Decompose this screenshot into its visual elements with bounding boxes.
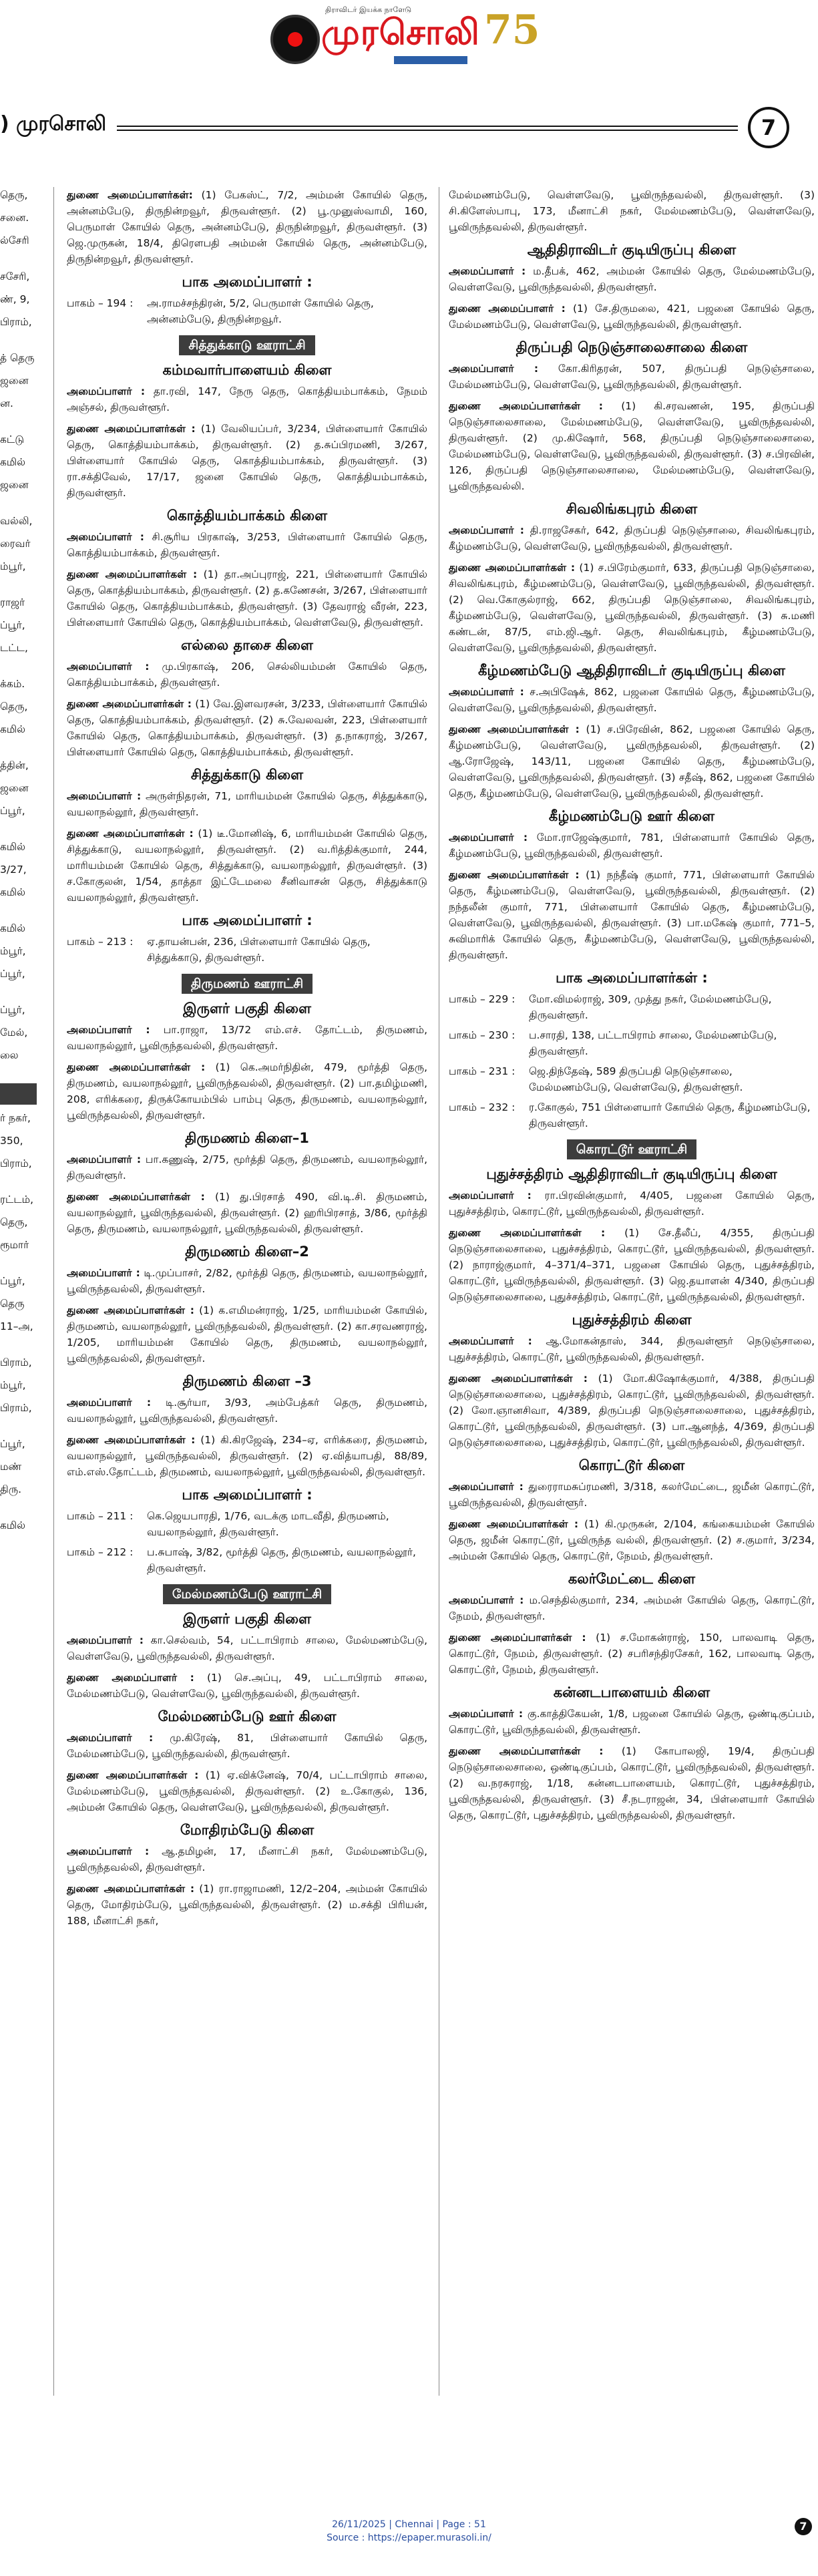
left-fragment-line: த் தெரு bbox=[0, 352, 35, 364]
member-entry bbox=[449, 1706, 815, 1738]
left-fragment-line: தெரு, bbox=[0, 189, 28, 201]
entry-text: தா.ரவி, 147, நேரு தெரு, கொத்தியம்பாக்கம், நேமம் அஞ்சல், திருவள்ளூர். bbox=[67, 385, 428, 413]
entry-role-label: துணை அமைப்பாளர்கள் : bbox=[67, 1883, 195, 1895]
footer-source-link[interactable]: Source : https://epaper.murasoli.in/ bbox=[327, 2533, 491, 2543]
left-fragment-line: மண் bbox=[0, 1461, 22, 1473]
entry-text: ஆ.மோகன்தாஸ், 344, திருவள்ளூர் நெடுஞ்சாலை, புதுச்சத்திரம், கொரட்டூர், பூவிருந்தவல்லி, திருவள்ளூர். bbox=[449, 1335, 815, 1363]
entry-role-label: அமைப்பாளர் : bbox=[449, 524, 525, 536]
member-entry bbox=[67, 1843, 427, 1875]
member-entry bbox=[449, 1187, 815, 1220]
member-entry bbox=[449, 1592, 815, 1624]
member-entry bbox=[67, 1670, 427, 1702]
left-fragment-line: ப்பூர், bbox=[0, 1004, 25, 1016]
left-fragment-line: ப்பூர், bbox=[0, 968, 25, 980]
left-fragment-line: கமில் bbox=[0, 922, 26, 934]
left-fragment-line: பிராம், bbox=[0, 316, 32, 328]
column-divider bbox=[53, 187, 54, 2396]
entry-text: (1) வேலியப்பர், 3/234, பிள்ளையார் கோயில் தெரு, கொத்தியம்பாக்கம், திருவள்ளூர். (2) த.சுப்பிரமணி, 3/267, பிள்ளையார் கோயில் தெரு, கொத்தியம்பாக்கம், திருவள்ளூர். (3) ரா.சக்திவேல், 17/17, ஜனை கோயில் தெரு, கொத்தியம்பாக்கம், திருவள்ளூர். bbox=[67, 423, 427, 499]
footer-dateline: 26/11/2025 | Chennai | Page : 51 bbox=[332, 2519, 486, 2530]
member-entry bbox=[67, 1302, 427, 1366]
entry-role-label: அமைப்பாளர் : bbox=[67, 1267, 140, 1279]
left-fragment-line: ப்பூர், bbox=[0, 1275, 25, 1287]
member-entry bbox=[449, 1333, 815, 1365]
branch-heading: எல்லை தாசை கிளை bbox=[181, 637, 313, 653]
member-entry bbox=[449, 721, 815, 801]
entry-role-label: அமைப்பாளர் : bbox=[449, 265, 526, 277]
entry-text: (1) மோ.கிஷோக்குமார், 4/388, திருப்பதி நெடுஞ்சாலைசாலை, புதுச்சத்திரம், கொரட்டூர், பூவிருந்தவல்லி, திருவள்ளூர். (2) லோ.ஞானசிவா, 4/389, திருப்பதி நெடுஞ்சாலைசாலை, புதுச்சத்திரம், கொரட்டூர், பூவிருந்தவல்லி, திருவள்ளூர். (3) பா.ஆனந்த், 4/369, திருப்பதி நெடுஞ்சாலைசாலை, புதுச்சத்திரம், கொரட்டூர், பூவிருந்தவல்லி, திருவள்ளூர். bbox=[449, 1372, 815, 1449]
entry-text: ம.செந்தில்குமார், 234, அம்மன் கோயில் தெரு, கொரட்டூர், நேமம், திருவள்ளூர். bbox=[449, 1594, 815, 1622]
branch-heading: திருமணம் கிளை –3 bbox=[182, 1373, 312, 1389]
entry-role-label: அமைப்பாளர் : bbox=[67, 1153, 142, 1165]
branch-heading: கீழ்மணம்பேடு ஊர் கிளை bbox=[548, 808, 715, 824]
branch-heading: ஆதிதிராவிடர் குடியிருப்பு கிளை bbox=[527, 242, 737, 258]
entry-text: (1) ரா.ராஜாமணி, 12/2–204, அம்மன் கோயில் தெரு, மோதிரம்பேடு, பூவிருந்தவல்லி, திருவள்ளூர். (2) ம.சக்தி பிரியன், 188, மீனாட்சி நகர், bbox=[67, 1883, 427, 1927]
entry-role-label: அமைப்பாளர் : bbox=[67, 1024, 150, 1036]
member-entry bbox=[67, 566, 427, 630]
entry-role-label: துணை அமைப்பாளர்கள் : bbox=[67, 568, 198, 580]
newspaper-logo[interactable] bbox=[264, 5, 544, 67]
entry-role-label: துணை அமைப்பாளர்கள் : bbox=[67, 1769, 199, 1781]
member-entry bbox=[449, 1479, 815, 1511]
entry-text: (1) பேகஸ்ட், 7/2, அம்மன் கோயில் தெரு, அன்னம்பேடு, திருநின்றவூர், திருவள்ளூர். (2) பூ.முனுஸ்வாமி, 160, பெருமாள் கோயில் தெரு, அன்னம்பேடு, திருநின்றவூர், திருவள்ளூர். (3) ஜெ.முருகன், 18/4, திரௌபதி அம்மன் கோயில் தெரு, அன்னம்பேடு, திருநின்றவூர், திருவள்ளூர். bbox=[67, 189, 427, 265]
member-entry bbox=[449, 684, 815, 716]
left-fragment-line: ர் நகர், bbox=[0, 1112, 31, 1124]
left-fragment-line: தெரு, bbox=[0, 701, 28, 713]
entry-role-label: அமைப்பாளர் : bbox=[449, 363, 539, 375]
corner-page-number: 7 bbox=[795, 2518, 812, 2535]
panchayat-band bbox=[67, 974, 427, 994]
branch-heading: பாக அமைப்பாளர் : bbox=[182, 912, 313, 928]
left-fragment-line: சசேரி, bbox=[0, 270, 30, 283]
left-fragment-line: கட்டு bbox=[0, 433, 25, 445]
branch-heading: சித்துக்காடு கிளை bbox=[190, 767, 304, 783]
panchayat-band bbox=[449, 1139, 815, 1159]
left-fragment-line: ஜனை bbox=[0, 479, 29, 491]
entry-role-label: துணை அமைப்பாளர்கள் : bbox=[449, 1227, 606, 1239]
entry-role-label: அமைப்பாளர் : bbox=[449, 832, 528, 844]
booth-agent: ப.சுபாஷ், 3/82, மூர்த்தி தெரு, திருமணம், வயலாநல்லூர், திருவள்ளூர். bbox=[147, 1546, 416, 1574]
panchayat-title: திருமணம் ஊராட்சி bbox=[182, 974, 313, 994]
branch-heading: கொரட்டூர் கிளை bbox=[578, 1457, 685, 1473]
wheel-emblem-icon bbox=[270, 15, 320, 64]
booth-agent: ஜெ.திந்தேஷ், 589 திருப்பதி நெடுஞ்சாலை, மேல்மணம்பேடு, வெள்ளவேடு, திருவள்ளூர். bbox=[529, 1065, 743, 1093]
entry-text: (1) கோபாலஜி, 19/4, திருப்பதி நெடுஞ்சாலைசாலை, ஒண்டிகுப்பம், கொரட்டூர், பூவிருந்தவல்லி, திருவள்ளூர். (2) வ.நரசுராஜ், 1/18, கன்னடபாளையம், கொரட்டூர், புதுச்சத்திரம், பூவிருந்தவல்லி, திருவள்ளூர். (3) சீ.நடராஜன், 34, பிள்ளையார் கோயில் தெரு, கொரட்டூர், புதுச்சத்திரம், பூவிருந்தவல்லி, திருவள்ளூர். bbox=[449, 1745, 815, 1821]
panchayat-title: மேல்மணம்பேடு ஊராட்சி bbox=[163, 1584, 331, 1604]
entry-role-label: துணை அமைப்பாளர்கள் : bbox=[67, 1304, 194, 1316]
left-fragment-line: த்தின், bbox=[0, 759, 29, 771]
entry-role-label: அமைப்பாளர் : bbox=[449, 1189, 532, 1202]
entry-text: (1) ஏ.விக்னேஷ், 70/4, பட்டாபிராம் சாலை, மேல்மணம்பேடு, பூவிருந்தவல்லி, திருவள்ளூர். (2) உ.கோகுல், 136, அம்மன் கோயில் தெரு, வெள்ளவேடு, பூவிருந்தவல்லி, திருவள்ளூர். bbox=[67, 1769, 427, 1813]
entry-role-label: அமைப்பாளர் : bbox=[67, 1397, 152, 1409]
entry-role-label: துணை அமைப்பாளர்கள் : bbox=[449, 1745, 604, 1757]
branch-heading: இருளர் பகுதி கிளை bbox=[183, 1611, 311, 1627]
member-entry bbox=[449, 187, 815, 235]
left-fragment-line: 350, bbox=[0, 1135, 23, 1147]
member-entry bbox=[449, 361, 815, 393]
entry-role-label: துணை அமைப்பாளர்கள் : bbox=[449, 400, 603, 412]
entry-text: (1) கி.கிரஜேஷ், 234–ஏ, எரிக்கரை, திருமணம், வயலாநல்லூர், பூவிருந்தவல்லி, திருவள்ளூர். (2) ஏ.வித்யாபதி, 88/89, எம்.எஸ்.தோட்டம், திருமணம், வயலாநல்லூர், பூவிருந்தவல்லி, திருவள்ளூர். bbox=[67, 1434, 428, 1478]
entry-text: ஆ.தமிழன், 17, மீனாட்சி நகர், மேல்மணம்பேடு, பூவிருந்தவல்லி, திருவள்ளூர். bbox=[67, 1845, 428, 1873]
left-fragment-line: ரூமார் bbox=[0, 1239, 29, 1251]
entry-role-label: துணை அமைப்பாளர்கள் : bbox=[449, 869, 580, 881]
left-fragment-line: ம்பூர், bbox=[0, 945, 26, 957]
entry-text: பா.கணுஷ், 2/75, மூர்த்தி தெரு, திருமணம், வயலாநல்லூர், திருவள்ளூர். bbox=[67, 1153, 427, 1181]
entry-role-label: துணை அமைப்பாளர் : bbox=[67, 1672, 194, 1684]
member-entry bbox=[449, 1225, 815, 1305]
member-entry bbox=[449, 522, 815, 554]
branch-heading: பாக அமைப்பாளர் : bbox=[182, 1487, 313, 1503]
masthead bbox=[0, 0, 818, 73]
logo-ribbon bbox=[394, 56, 467, 64]
member-entry bbox=[449, 1743, 815, 1823]
entry-role-label: அமைப்பாளர் : bbox=[67, 1732, 154, 1744]
entry-text: மு.பிரகாஷ், 206, செல்லியம்மன் கோயில் தெரு, கொத்தியம்பாக்கம், திருவள்ளூர். bbox=[67, 661, 427, 689]
booth-number: பாகம் – 230 : bbox=[449, 1029, 516, 1041]
entry-text: (1) கெ.அமர்நிதின், 479, மூர்த்தி தெரு, திருமணம், வயலாநல்லூர், பூவிருந்தவல்லி, திருவள்ளூர். (2) பா.தமிழ்மணி, 208, எரிக்கரை, திருக்கோயம்பில் பாம்பு தெரு, திருமணம், வயலாநல்லூர், பூவிருந்தவல்லி, திருவள்ளூர். bbox=[67, 1061, 427, 1121]
panchayat-title: சித்துக்காடு ஊராட்சி bbox=[179, 335, 315, 355]
left-fragment-line: ண், 9, bbox=[0, 293, 30, 305]
entry-role-label: துணை அமைப்பாளர்கள்: bbox=[67, 189, 193, 201]
booth-number: பாகம் – 232 : bbox=[449, 1101, 516, 1113]
entry-role-label: அமைப்பாளர் : bbox=[67, 1634, 144, 1646]
member-entry bbox=[449, 1370, 815, 1451]
entry-role-label: துணை அமைப்பாளர்கள் : bbox=[449, 1372, 588, 1385]
booth-agent: கெ.ஜெயபாரதி, 1/76, வடக்கு மாடவீதி, திருமணம், வயலாநல்லூர், திருவள்ளூர். bbox=[147, 1510, 389, 1538]
entry-text: கோ.கிரிதரன், 507, திருப்பதி நெடுஞ்சாலை, மேல்மணம்பேடு, வெள்ளவேடு, பூவிருந்தவல்லி, திருவள்ளூர். bbox=[449, 363, 815, 391]
entry-text: தி.ராஜசேகர், 642, திருப்பதி நெடுஞ்சாலை, சிவலிங்கபுரம், கீழ்மணம்பேடு, வெள்ளவேடு, பூவிருந்தவல்லி, திருவள்ளூர். bbox=[449, 524, 815, 552]
middle-column bbox=[67, 187, 427, 1934]
left-fragment-line: ராஜர் bbox=[0, 596, 25, 608]
left-fragment-line: டட்ட, bbox=[0, 642, 28, 654]
page-number-badge: 7 bbox=[748, 107, 789, 148]
left-fragment-line: கமில் bbox=[0, 1519, 26, 1531]
member-entry bbox=[67, 1395, 427, 1427]
entry-text: மோ.ராஜேஷ்குமார், 781, பிள்ளையார் கோயில் தெரு, கீழ்மணம்பேடு, பூவிருந்தவல்லி, திருவள்ளூர். bbox=[449, 832, 815, 860]
panchayat-band bbox=[67, 1584, 427, 1604]
branch-heading: திருமணம் கிளை–1 bbox=[185, 1130, 309, 1146]
booth-agent: ப.சாரதி, 138, பட்டாபிராம் சாலை, மேல்மணம்பேடு, திருவள்ளூர். bbox=[529, 1029, 777, 1057]
entry-role-label: அமைப்பாளர் : bbox=[449, 1708, 524, 1720]
member-entry bbox=[67, 187, 427, 267]
member-entry bbox=[449, 830, 815, 862]
entry-text: மேல்மணம்பேடு, வெள்ளவேடு, பூவிருந்தவல்லி, திருவள்ளூர். (3) சி.கிளேஸ்பாபு, 173, மீனாட்சி நகர், மேல்மணம்பேடு, வெள்ளவேடு, பூவிருந்தவல்லி, திருவள்ளூர். bbox=[449, 189, 815, 233]
branch-heading: திருப்பதி நெடுஞ்சாலைசாலை கிளை bbox=[516, 339, 748, 355]
member-entry bbox=[67, 1632, 427, 1664]
branch-heading: கம்மவார்பாளையம் கிளை bbox=[162, 362, 332, 378]
branch-heading: பாக அமைப்பாளர் : bbox=[182, 274, 313, 290]
member-entry bbox=[67, 1730, 427, 1762]
logo-tagline: திராவிடர் இயக்க நாளேடு bbox=[325, 5, 412, 14]
booth-agent: ஏ.தாயன்பன், 236, பிள்ளையார் கோயில் தெரு, சித்துக்காடு, திருவள்ளூர். bbox=[147, 936, 371, 964]
logo-text: முரசொலி bbox=[321, 12, 480, 53]
booth-entry bbox=[449, 1027, 815, 1059]
left-fragment-line: ம்பூர், bbox=[0, 560, 26, 572]
branch-heading: கொத்தியம்பாக்கம் கிளை bbox=[166, 508, 328, 524]
branch-heading: இருளர் பகுதி கிளை bbox=[183, 1000, 311, 1017]
member-entry bbox=[67, 659, 427, 691]
entry-text: (1) நந்தீஷ் குமார், 771, பிள்ளையார் கோயில் தெரு, கீழ்மணம்பேடு, வெள்ளவேடு, பூவிருந்தவல்லி, திருவள்ளூர். (2) நந்தலீன் குமார், 771, பிள்ளையார் கோயில் தெரு, கீழ்மணம்பேடு, வெள்ளவேடு, பூவிருந்தவல்லி, திருவள்ளூர். (3) பா.மகேஷ் குமார், 771–5, சுவிமாரிக் கோயில் தெரு, கீழ்மணம்பேடு, வெள்ளவேடு, பூவிருந்தவல்லி, திருவள்ளூர். bbox=[449, 869, 815, 961]
member-entry bbox=[449, 560, 815, 656]
right-column bbox=[449, 187, 815, 1829]
page-footer bbox=[0, 2518, 818, 2545]
left-fragment-line: கமில் bbox=[0, 456, 26, 468]
entry-role-label: அமைப்பாளர் : bbox=[67, 661, 150, 673]
entry-role-label: துணை அமைப்பாளர்கள் : bbox=[449, 562, 576, 574]
left-column-fragment bbox=[0, 187, 37, 1540]
entry-text: (1) வே.இளவரசன், 3/233, பிள்ளையார் கோயில் தெரு, கொத்தியம்பாக்கம், திருவள்ளூர். (2) சு.வேலவன், 223, பிள்ளையார் கோயில் தெரு, கொத்தியம்பாக்கம், திருவள்ளூர். (3) த.நாகராஜ், 3/267, பிள்ளையார் கோயில் தெரு, கொத்தியம்பாக்கம், திருவள்ளூர். bbox=[67, 698, 428, 758]
booth-agent: அ.ராமச்சந்திரன், 5/2, பெருமாள் கோயில் தெரு, அன்னம்பேடு, திருநின்றவூர். bbox=[147, 297, 374, 325]
left-fragment-line: ம்பூர், bbox=[0, 1379, 26, 1391]
branch-heading: கன்னடபாளையம் கிளை bbox=[553, 1684, 710, 1700]
member-entry bbox=[67, 1189, 427, 1237]
booth-number: பாகம் – 212 : bbox=[67, 1546, 134, 1558]
entry-text: (1) செ.அப்பு, 49, பட்டாபிராம் சாலை, மேல்மணம்பேடு, வெள்ளவேடு, பூவிருந்தவல்லி, திருவள்ளூர். bbox=[67, 1672, 427, 1700]
booth-entry bbox=[449, 1099, 815, 1131]
entry-role-label: அமைப்பாளர் : bbox=[449, 1594, 524, 1606]
branch-heading: கீழ்மணம்பேடு ஆதிதிராவிடர் குடியிருப்பு கிளை bbox=[478, 663, 785, 679]
booth-entry bbox=[67, 1508, 427, 1540]
left-fragment-line: 3/27, bbox=[0, 864, 27, 876]
member-entry bbox=[67, 529, 427, 561]
header-rule bbox=[117, 126, 738, 131]
entry-role-label: அமைப்பாளர் : bbox=[449, 1481, 524, 1493]
booth-number: பாகம் – 231 : bbox=[449, 1065, 516, 1077]
member-entry bbox=[449, 398, 815, 494]
left-fragment-line: தெரு, bbox=[0, 1216, 28, 1228]
left-band-fragment bbox=[0, 1083, 37, 1105]
entry-text: பா.ராஜா, 13/72 எம்.எச். தோட்டம், திருமணம், வயலாநல்லூர், பூவிருந்தவல்லி, திருவள்ளூர். bbox=[67, 1024, 428, 1052]
left-fragment-line: கமில் bbox=[0, 723, 26, 735]
entry-role-label: துணை அமைப்பாளர்கள் : bbox=[449, 723, 580, 735]
entry-text: (1) து.பிரசாத் 490, வி.டி.சி. திருமணம், வயலாநல்லூர், பூவிருந்தவல்லி, திருவள்ளூர். (2) ஹரிபிரசாத், 3/86, மூர்த்தி தெரு, திருமணம், வயலாநல்லூர், பூவிருந்தவல்லி, திருவள்ளூர். bbox=[67, 1191, 427, 1235]
entry-text: (1) தா.அப்புராஜ், 221, பிள்ளையார் கோயில் தெரு, கொத்தியம்பாக்கம், திருவள்ளூர். (2) த.கணேசன், 3/267, பிள்ளையார் கோயில் தெரு, கொத்தியம்பாக்கம், திருவள்ளூர். (3) தேவராஜ் வீரன், 223, பிள்ளையார் கோயில் தெரு, கொத்தியம்பாக்கம், வெள்ளவேடு, திருவள்ளூர். bbox=[67, 568, 427, 628]
left-fragment-line: பிராம், bbox=[0, 1356, 32, 1368]
branch-heading: மேல்மணம்பேடு ஊர் கிளை bbox=[158, 1708, 337, 1724]
member-entry bbox=[67, 1881, 427, 1929]
entry-role-label: துணை அமைப்பாளர்கள் : bbox=[449, 1518, 579, 1530]
left-fragment-line: ன. bbox=[0, 397, 13, 409]
left-fragment-line: பிராம், bbox=[0, 1157, 32, 1169]
entry-text: டி.முப்பாசர், 2/82, மூர்த்தி தெரு, திருமணம், வயலாநல்லூர், பூவிருந்தவல்லி, திருவள்ளூர். bbox=[67, 1267, 427, 1295]
booth-number: பாகம் – 211 : bbox=[67, 1510, 134, 1522]
member-entry bbox=[449, 1516, 815, 1564]
branch-heading: புதுச்சத்திரம் கிளை bbox=[572, 1312, 692, 1328]
entry-text: (1) டீ.மோனிஷ், 6, மாரியம்மன் கோயில் தெரு, சித்துக்காடு, வயலாநல்லூர், திருவள்ளூர். (2) வ.ரித்திக்குமார், 244, மாரியம்மன் கோயில் தெரு, சித்துக்காடு, வயலாநல்லூர், திருவள்ளூர். (3) ச.கோகுலன், 1/54, தாத்தா இட்டேமலை சீனிவாசன் தெரு, சித்துக்காடு வயலாநல்லூர், திருவள்ளூர். bbox=[67, 827, 428, 904]
booth-entry bbox=[67, 295, 427, 327]
left-fragment-line: ப்பூர், bbox=[0, 805, 25, 817]
left-fragment-line: ரட்டம், bbox=[0, 1193, 34, 1206]
left-fragment-line: ல்சேரி bbox=[0, 234, 29, 246]
entry-role-label: அமைப்பாளர் : bbox=[449, 686, 524, 698]
branch-heading: பாக அமைப்பாளர்கள் : bbox=[556, 970, 708, 986]
member-entry bbox=[67, 1767, 427, 1815]
booth-entry bbox=[449, 991, 815, 1023]
entry-text: கா.செல்வம், 54, பட்டாபிராம் சாலை, மேல்மணம்பேடு, வெள்ளவேடு, பூவிருந்தவல்லி, திருவள்ளூர். bbox=[67, 1634, 427, 1662]
entry-text: மு.கிரேஷ், 81, பிள்ளையார் கோயில் தெரு, மேல்மணம்பேடு, பூவிருந்தவல்லி, திருவள்ளூர். bbox=[67, 1732, 428, 1760]
entry-role-label: துணை அமைப்பாளர்கள் : bbox=[67, 1061, 206, 1073]
left-fragment-line: ப்பூர், bbox=[0, 1438, 25, 1450]
booth-agent: மோ.விமல்ராஜ், 309, முத்து நகர், மேல்மணம்பேடு, திருவள்ளூர். bbox=[529, 993, 772, 1021]
member-entry bbox=[67, 1151, 427, 1183]
entry-role-label: துணை அமைப்பாளர்கள் : bbox=[67, 1434, 196, 1446]
booth-number: பாகம் – 194 : bbox=[67, 297, 134, 309]
member-entry bbox=[67, 1022, 427, 1054]
booth-entry bbox=[449, 1063, 815, 1095]
entry-role-label: துணை அமைப்பாளர்கள் : bbox=[67, 423, 196, 435]
left-fragment-line: திரு. bbox=[0, 1483, 21, 1495]
member-entry bbox=[67, 1432, 427, 1480]
left-fragment-line: ரைவர் bbox=[0, 538, 31, 550]
left-fragment-line: பிராம், bbox=[0, 1402, 32, 1414]
entry-text: (1) ச.மோகன்ராஜ், 150, பாலவாடி தெரு, கொரட்டூர், நேமம், திருவள்ளூர். (2) சபரிசந்திரசேகர், 162, பாலவாடி தெரு, கொரட்டூர், நேமம், திருவள்ளூர். bbox=[449, 1632, 815, 1676]
entry-text: (1) கி.முருகன், 2/104, கங்கையம்மன் கோயில் தெரு, ஜமீன் கொரட்டூர், பூவிருந்த வல்லி, திருவள்ளூர். (2) ச.குமார், 3/234, அம்மன் கோயில் தெரு, கொரட்டூர், நேமம், திருவள்ளூர். bbox=[449, 1518, 815, 1562]
entry-text: டி.சூர்யா, 3/93, அம்பேத்கர் தெரு, திருமணம், வயலாநல்லூர், பூவிருந்தவல்லி, திருவள்ளூர். bbox=[67, 1397, 427, 1425]
member-entry bbox=[449, 1630, 815, 1678]
entry-text: துரைராமசுப்ரமணி, 3/318, கலர்மேட்டை, ஜமீன் கொரட்டூர், பூவிருந்தவல்லி, திருவள்ளூர். bbox=[449, 1481, 815, 1509]
page-header-bar bbox=[0, 107, 818, 147]
member-entry bbox=[67, 825, 427, 906]
entry-text: (1) கி.சரவணன், 195, திருப்பதி நெடுஞ்சாலைசாலை, மேல்மணம்பேடு, வெள்ளவேடு, பூவிருந்தவல்லி, திருவள்ளூர். (2) மு.கிஷோர், 568, திருப்பதி நெடுஞ்சாலைசாலை, மேல்மணம்பேடு, வெள்ளவேடு, பூவிருந்தவல்லி, திருவள்ளூர். (3) ச.பிரவின், 126, திருப்பதி நெடுஞ்சாலைசாலை, மேல்மணம்பேடு, வெள்ளவேடு, பூவிருந்தவல்லி. bbox=[449, 400, 815, 492]
left-fragment-line: ஜனை bbox=[0, 782, 29, 794]
entry-text: கு.காத்திகேயன், 1/8, பஜனை கோயில் தெரு, ஒண்டிகுப்பம், கொரட்டூர், பூவிருந்தவல்லி, திருவள்ளூர். bbox=[449, 1708, 815, 1736]
member-entry bbox=[67, 1265, 427, 1297]
anniversary-badge: 75 bbox=[484, 7, 540, 53]
left-fragment-line: சனை. bbox=[0, 212, 29, 224]
branch-heading: மோதிரம்பேடு கிளை bbox=[180, 1822, 315, 1838]
branch-heading: கலர்மேட்டை கிளை bbox=[568, 1571, 696, 1587]
entry-text: சி.சூரிய பிரகாஷ், 3/253, பிள்ளையார் கோயில் தெரு, கொத்தியம்பாக்கம், திருவள்ளூர். bbox=[67, 531, 427, 559]
entry-text: (1) ச.பிரேம்குமார், 633, திருப்பதி நெடுஞ்சாலை, சிவலிங்கபுரம், கீழ்மணம்பேடு, வெள்ளவேடு, பூவிருந்தவல்லி, திருவள்ளூர். (2) வெ.கோகுல்ராஜ், 662, திருப்பதி நெடுஞ்சாலை, சிவலிங்கபுரம், கீழ்மணம்பேடு, வெள்ளவேடு, பூவிருந்தவல்லி, திருவள்ளூர். (3) சு.மணி கண்டன், 87/5, எம்.ஜி.ஆர். தெரு, சிவலிங்கபுரம், கீழ்மணம்பேடு, வெள்ளவேடு, பூவிருந்தவல்லி, திருவள்ளூர். bbox=[449, 562, 815, 654]
left-fragment-line: தெரு bbox=[0, 1298, 25, 1310]
left-fragment-line: மேல், bbox=[0, 1027, 28, 1039]
booth-entry bbox=[67, 1544, 427, 1576]
page-title: ) முரசொலி bbox=[0, 112, 107, 136]
entry-text: ச.அபிஷேக், 862, பஜனை கோயில் தெரு, கீழ்மணம்பேடு, வெள்ளவேடு, பூவிருந்தவல்லி, திருவள்ளூர். bbox=[449, 686, 815, 714]
entry-role-label: அமைப்பாளர் : bbox=[67, 790, 142, 802]
entry-role-label: அமைப்பாளர் : bbox=[449, 1335, 532, 1347]
left-fragment-line: கமில் bbox=[0, 886, 26, 898]
left-fragment-line: ப்பூர், bbox=[0, 619, 25, 631]
entry-text: (1) சே.தீலீப், 4/355, திருப்பதி நெடுஞ்சாலைசாலை, புதுச்சத்திரம், கொரட்டூர், பூவிருந்தவல்லி, திருவள்ளூர். (2) நாராஜ்குமார், 4–371/4–371, பஜனை கோயில் தெரு, புதுச்சத்திரம், கொரட்டூர், பூவிருந்தவல்லி, திருவள்ளூர். (3) ஜெ.தயாளன் 4/340, திருப்பதி நெடுஞ்சாலைசாலை, புதுச்சத்திரம், கொரட்டூர், பூவிருந்தவல்லி, திருவள்ளூர். bbox=[449, 1227, 815, 1303]
entry-role-label: அமைப்பாளர் : bbox=[67, 385, 146, 397]
member-entry bbox=[449, 263, 815, 295]
entry-role-label: துணை அமைப்பாளர்கள் : bbox=[449, 1632, 586, 1644]
branch-heading: திருமணம் கிளை–2 bbox=[185, 1244, 309, 1260]
panchayat-title: கொரட்டூர் ஊராட்சி bbox=[567, 1139, 696, 1159]
entry-role-label: அமைப்பாளர் : bbox=[67, 1845, 150, 1857]
left-fragment-line: 11–அ, bbox=[0, 1320, 33, 1332]
left-fragment-line: கமில் bbox=[0, 841, 26, 853]
booth-number: பாகம் – 213 : bbox=[67, 936, 134, 948]
panchayat-band bbox=[67, 335, 427, 355]
entry-text: (1) ச.பிரேவின், 862, பஜனை கோயில் தெரு, கீழ்மணம்பேடு, வெள்ளவேடு, பூவிருந்தவல்லி, திருவள்ளூர். (2) ஆ.ரோஜேஷ், 143/11, பஜனை கோயில் தெரு, கீழ்மணம்பேடு, வெள்ளவேடு, பூவிருந்தவல்லி, திருவள்ளூர். (3) சதீஷ், 862, பஜனை கோயில் தெரு, கீழ்மணம்பேடு, வெள்ளவேடு, பூவிருந்தவல்லி, திருவள்ளூர். bbox=[449, 723, 815, 799]
left-fragment-line: லை bbox=[0, 1049, 19, 1061]
entry-text: ரா.பிரவின்குமார், 4/405, பஜனை கோயில் தெரு, புதுச்சத்திரம், கொரட்டூர், பூவிருந்தவல்லி, திருவள்ளூர். bbox=[449, 1189, 815, 1218]
left-fragment-line: க்கம். bbox=[0, 678, 25, 690]
entry-role-label: துணை அமைப்பாளர்கள் : bbox=[67, 827, 194, 840]
booth-entry bbox=[67, 934, 427, 966]
member-entry bbox=[67, 421, 427, 501]
left-fragment-line: வல்லி, bbox=[0, 515, 33, 527]
entry-role-label: துணை அமைப்பாளர்கள் : bbox=[67, 1191, 205, 1203]
entry-text: அருள்நிதரன், 71, மாரியம்மன் கோயில் தெரு, சித்துக்காடு, வயலாநல்லூர், திருவள்ளூர். bbox=[67, 790, 427, 818]
entry-role-label: துணை அமைப்பாளர்கள் : bbox=[67, 698, 192, 710]
branch-heading: சிவலிங்கபுரம் கிளை bbox=[566, 501, 698, 517]
branch-heading: புதுச்சத்திரம் ஆதிதிராவிடர் குடியிருப்பு கிளை bbox=[486, 1166, 777, 1182]
member-entry bbox=[67, 383, 427, 415]
entry-text: (1) சே.திருமலை, 421, பஜனை கோயில் தெரு, மேல்மணம்பேடு, வெள்ளவேடு, பூவிருந்தவல்லி, திருவள்ளூர். bbox=[449, 303, 815, 331]
booth-agent: ர.கோகுல், 751 பிள்ளையார் கோயில் தெரு, கீழ்மணம்பேடு, திருவள்ளூர். bbox=[529, 1101, 811, 1129]
member-entry bbox=[67, 696, 427, 760]
member-entry bbox=[449, 301, 815, 333]
entry-text: ம.தீபக், 462, அம்மன் கோயில் தெரு, மேல்மணம்பேடு, வெள்ளவேடு, பூவிருந்தவல்லி, திருவள்ளூர். bbox=[449, 265, 815, 293]
booth-number: பாகம் – 229 : bbox=[449, 993, 516, 1005]
member-entry bbox=[67, 1059, 427, 1123]
entry-role-label: துணை அமைப்பாளர் : bbox=[449, 303, 566, 315]
member-entry bbox=[449, 867, 815, 963]
entry-role-label: அமைப்பாளர் : bbox=[67, 531, 144, 543]
member-entry bbox=[67, 788, 427, 820]
entry-text: (1) க.எமிமன்ராஜ், 1/25, மாரியம்மன் கோயில், திருமணம், வயலாநல்லூர், பூவிருந்தவல்லி, திருவள்ளூர். (2) கா.சரவணராஜ், 1/205, மாரியம்மன் கோயில் தெரு, திருமணம், வயலாநல்லூர், பூவிருந்தவல்லி, திருவள்ளூர். bbox=[67, 1304, 427, 1364]
left-fragment-line: ஜனை bbox=[0, 375, 29, 387]
